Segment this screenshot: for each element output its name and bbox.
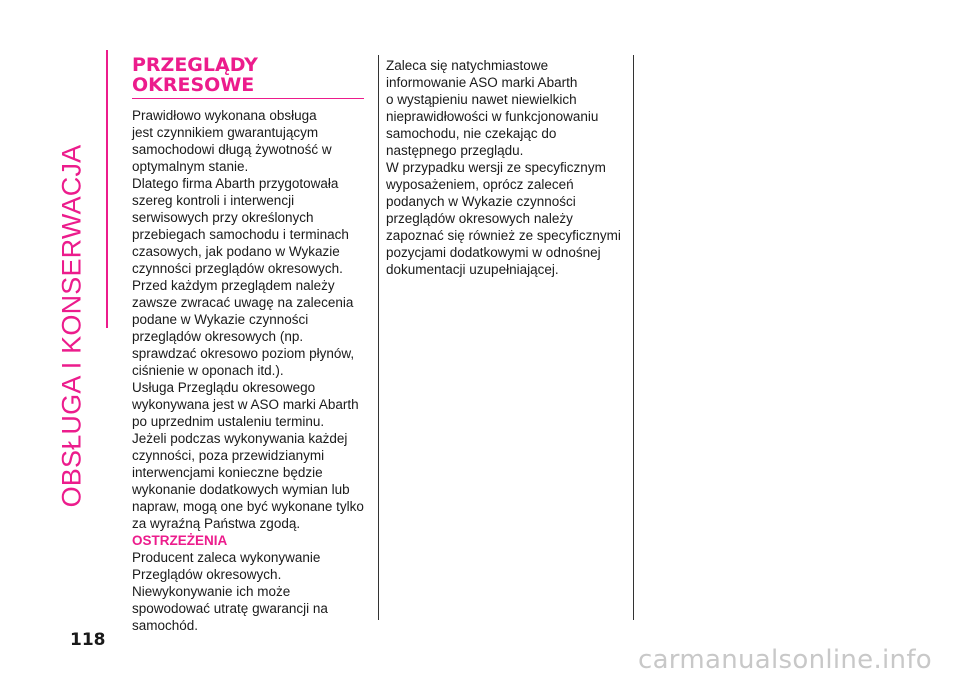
paragraph-special-equipment: W przypadku wersji ze specyficznym wyposażeniem, oprócz zaleceń podanych w Wykazie czynności przeglądów okresowych należy zapoznać się również ze specyficznymi pozycjami dodatkowymi w odnośnej dokumentacji uzupełniającej. bbox=[386, 160, 621, 277]
warnings-heading: OSTRZEŻENIA bbox=[132, 533, 228, 548]
paragraph-maintenance-intro: Prawidłowo wykonana obsługa jest czynnikiem gwarantującym samochodowi długą żywotność w optymalnym stanie. bbox=[132, 108, 332, 174]
watermark-text: carmanualsonline.info bbox=[637, 645, 932, 675]
chapter-side-title: OBSŁUGA I KONSERWACJA bbox=[56, 144, 87, 508]
column-divider-2 bbox=[633, 55, 634, 620]
paragraph-extra-repairs: Jeżeli podczas wykonywania każdej czynności, poza przewidzianymi interwencjami konieczne będzie wykonanie dodatkowych wymian lub napraw, mogą one być wykonane tylko za wyraźną Państwa zgodą. bbox=[132, 431, 364, 531]
paragraph-service-booking: Usługa Przeglądu okresowego wykonywana jest w ASO marki Abarth po uprzednim ustaleniu terminu. bbox=[132, 380, 359, 429]
paragraph-service-schedule: Dlatego firma Abarth przygotowała szereg kontroli i interwencji serwisowych przy określonych przebiegach samochodu i terminach czasowych, jak podano w Wykazie czynności przeglądów okresowych. bbox=[132, 176, 349, 276]
section-title-line-2: OKRESOWE bbox=[132, 74, 255, 96]
right-column bbox=[386, 57, 636, 278]
paragraph-report-issues: Zaleca się natychmiastowe informowanie ASO marki Abarth o wystąpieniu nawet niewielkich nieprawidłowości w funkcjonowaniu samochodu, nie czekając do następnego przeglądu. bbox=[386, 58, 599, 158]
warning-text: Producent zaleca wykonywanie Przeglądów okresowych. Niewykonywanie ich może spowodować utratę gwarancji na samochód. bbox=[132, 550, 328, 633]
section-title bbox=[132, 55, 364, 99]
paragraph-before-service: Przed każdym przeglądem należy zawsze zwracać uwagę na zalecenia podane w Wykazie czynności przeglądów okresowych (np. sprawdzać okresowo poziom płynów, ciśnienie w oponach itd.). bbox=[132, 278, 355, 378]
page-number: 118 bbox=[70, 630, 106, 650]
column-divider-1 bbox=[378, 55, 379, 620]
left-column bbox=[132, 55, 372, 634]
chapter-side-rule bbox=[106, 50, 108, 328]
section-title-line-1: PRZEGLĄDY bbox=[132, 54, 258, 76]
